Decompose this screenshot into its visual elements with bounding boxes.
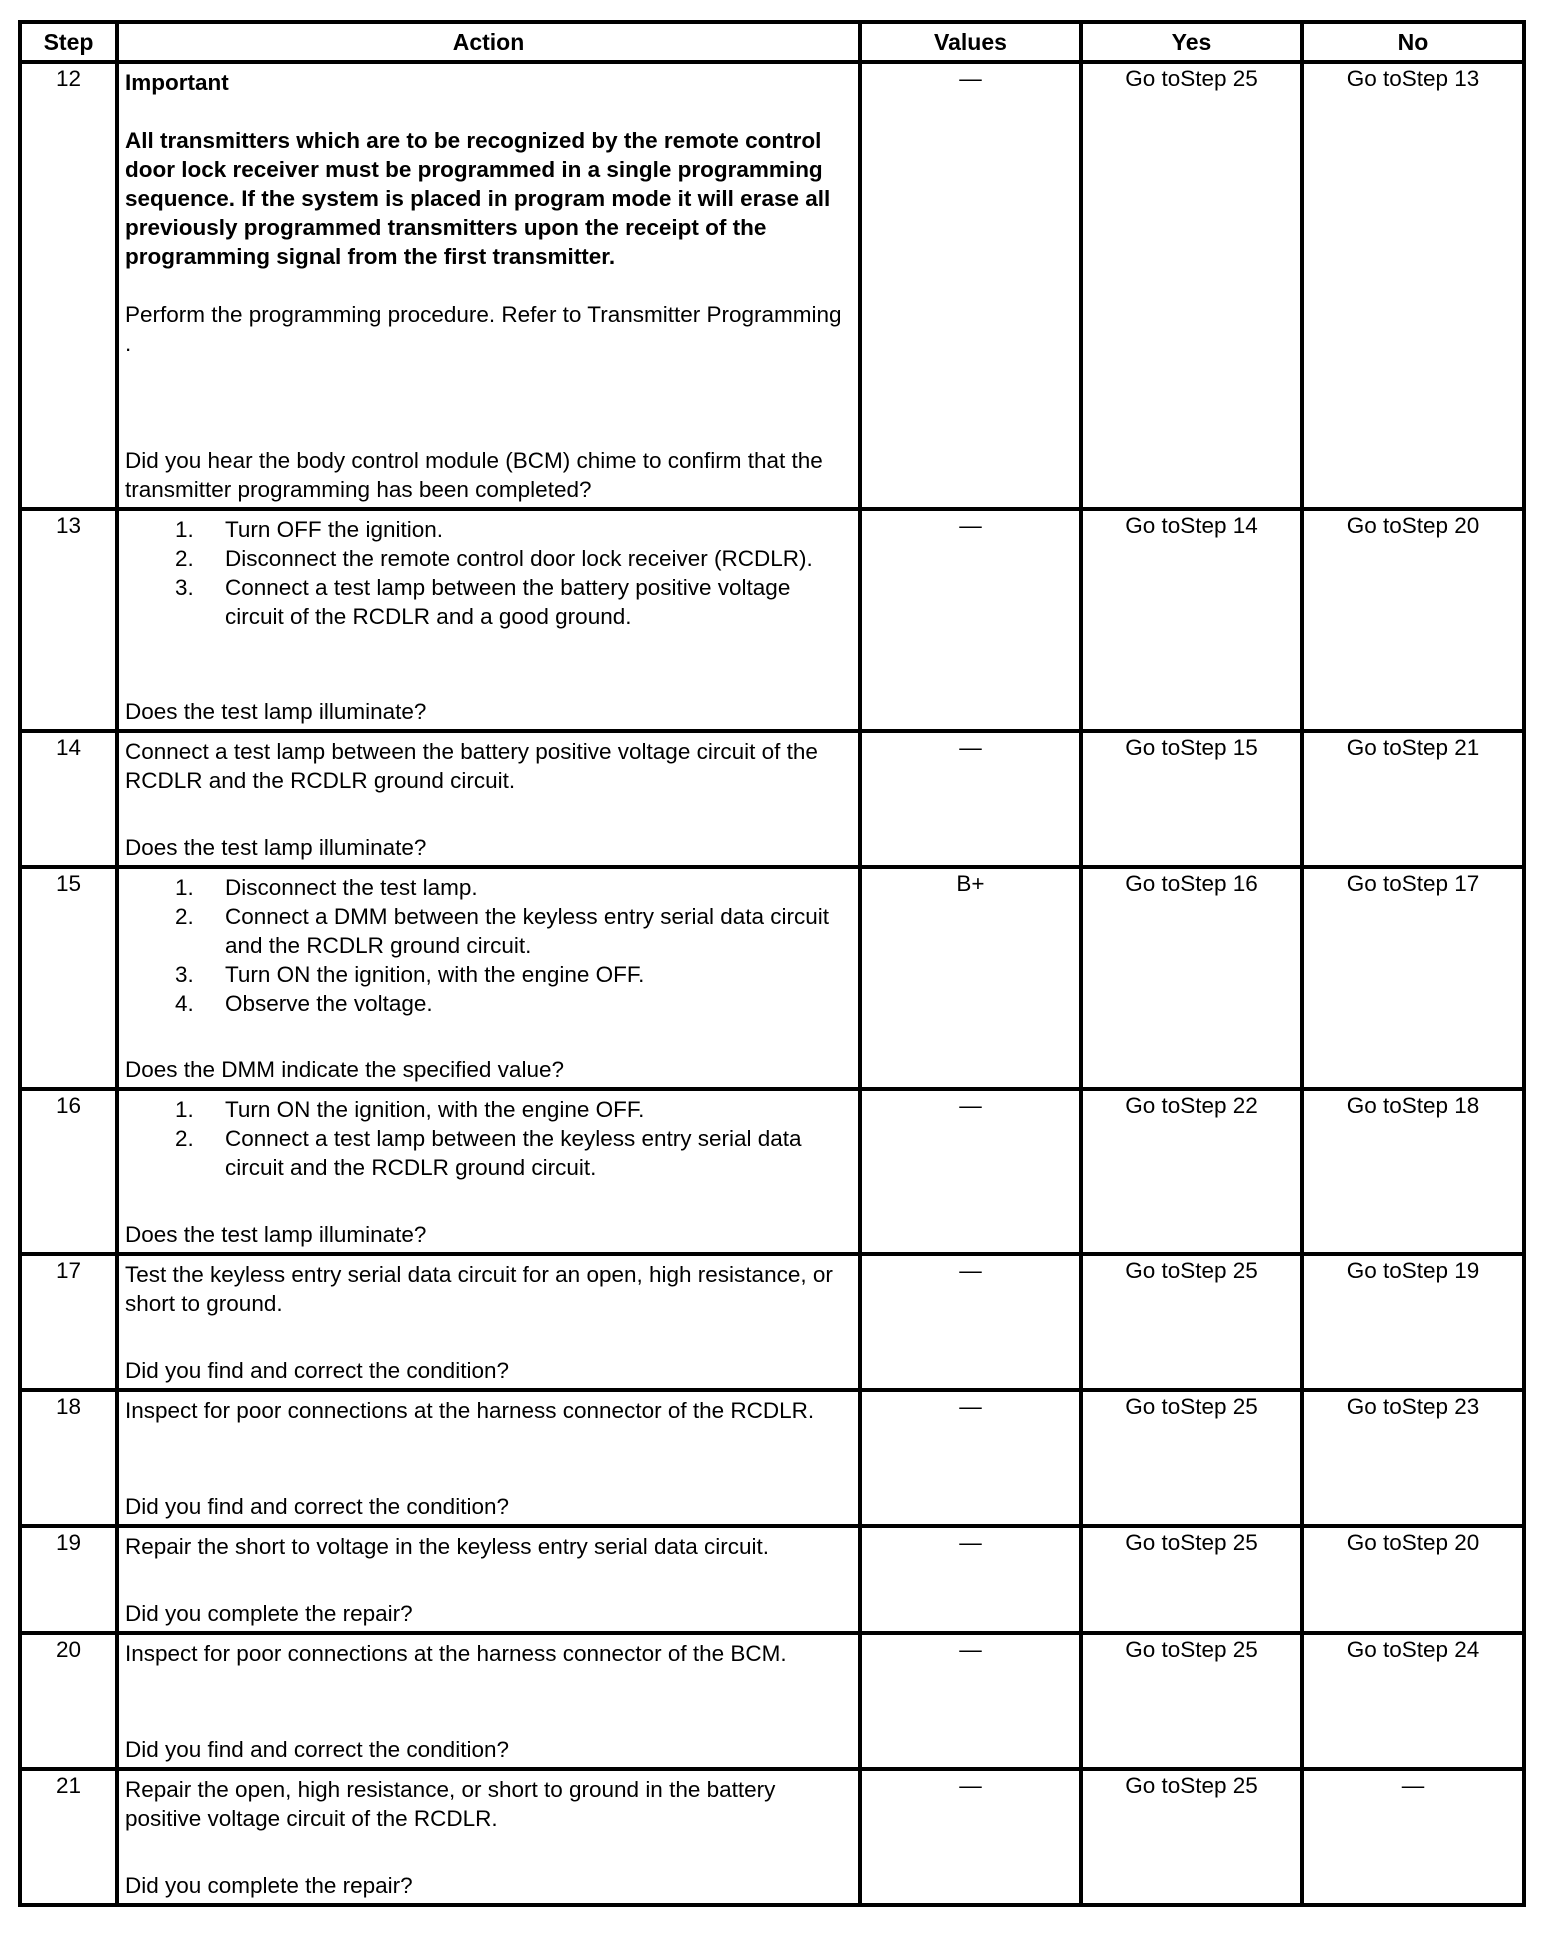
action-paragraph: Inspect for poor connections at the harness connector of the RCDLR.: [125, 1398, 815, 1423]
yes-link: Go toStep 25: [1125, 1773, 1258, 1798]
table-row: [20, 62, 1524, 509]
no-link: Go toStep 17: [1346, 871, 1480, 896]
no-cell: [1302, 62, 1524, 509]
header-step: Step: [20, 22, 117, 62]
no-link: Go toStep 19: [1346, 1258, 1480, 1283]
yes-cell: [1081, 1390, 1302, 1526]
header-yes: Yes: [1081, 22, 1302, 62]
no-link: Go toStep 21: [1346, 735, 1480, 760]
values-cell: B+: [860, 867, 1081, 1089]
no-cell: [1302, 1769, 1524, 1905]
action-step-item: 1. Turn OFF the ignition.: [175, 517, 444, 542]
table-row: [20, 1633, 1524, 1769]
values-cell: —: [860, 1633, 1081, 1769]
action-paragraph: Repair the short to voltage in the keyless entry serial data circuit.: [125, 1534, 770, 1559]
action-question: Did you complete the repair?: [125, 1601, 413, 1626]
header-action: Action: [117, 22, 860, 62]
important-text: All transmitters which are to be recognized by the remote control door lock receiver must be programmed in a single programming sequence. If the system is placed in program mode it will erase all previously programmed transmitters upon the receipt of the programming signal from the first transmitter.: [125, 128, 831, 269]
step-number: 12: [20, 62, 117, 509]
no-cell: [1302, 1089, 1524, 1254]
header-values: Values: [860, 22, 1081, 62]
action-question: Does the DMM indicate the specified value?: [125, 1057, 564, 1082]
step-number: 16: [20, 1089, 117, 1254]
no-cell: [1302, 867, 1524, 1089]
action-step-item: 2. Disconnect the remote control door lock receiver (RCDLR).: [175, 546, 813, 571]
action-question: Does the test lamp illuminate?: [125, 1222, 427, 1247]
yes-cell: [1081, 1254, 1302, 1390]
action-step-item: 2. Connect a test lamp between the keyless entry serial data circuit and the RCDLR ground circuit.: [175, 1126, 802, 1180]
no-cell: [1302, 1254, 1524, 1390]
step-number: 15: [20, 867, 117, 1089]
action-paragraph: Connect a test lamp between the battery positive voltage circuit of the RCDLR and the RCDLR ground circuit.: [125, 739, 818, 793]
table-row: [20, 1769, 1524, 1905]
values-cell: —: [860, 1769, 1081, 1905]
action-question: Did you complete the repair?: [125, 1873, 413, 1898]
table-header: [20, 22, 1524, 62]
step-number: 18: [20, 1390, 117, 1526]
yes-cell: [1081, 509, 1302, 731]
no-cell: [1302, 731, 1524, 867]
action-steps: [125, 873, 852, 1018]
yes-link: Go toStep 22: [1125, 1093, 1258, 1118]
action-step-item: 1. Disconnect the test lamp.: [175, 875, 478, 900]
yes-link: Go toStep 25: [1125, 1258, 1258, 1283]
action-question: Did you find and correct the condition?: [125, 1737, 509, 1762]
action-steps: [125, 515, 852, 631]
values-cell: —: [860, 731, 1081, 867]
action-paragraph: Repair the open, high resistance, or short to ground in the battery positive voltage circuit of the RCDLR.: [125, 1777, 776, 1831]
step-number: 17: [20, 1254, 117, 1390]
yes-cell: [1081, 62, 1302, 509]
action-cell: [117, 867, 860, 1089]
action-step-item: 4. Observe the voltage.: [175, 991, 433, 1016]
yes-link: Go toStep 15: [1125, 735, 1258, 760]
no-cell: [1302, 1390, 1524, 1526]
action-cell: [117, 1633, 860, 1769]
values-cell: —: [860, 1254, 1081, 1390]
yes-link: Go toStep 14: [1125, 513, 1258, 538]
table-row: [20, 731, 1524, 867]
table-row: [20, 509, 1524, 731]
action-paragraph: Perform the programming procedure. Refer to Transmitter Programming .: [125, 302, 842, 356]
values-cell: —: [860, 509, 1081, 731]
step-number: 13: [20, 509, 117, 731]
no-link: Go toStep 23: [1346, 1394, 1480, 1419]
step-number: 14: [20, 731, 117, 867]
table-row: [20, 1390, 1524, 1526]
table-row: [20, 1089, 1524, 1254]
values-cell: —: [860, 62, 1081, 509]
values-cell: —: [860, 1390, 1081, 1526]
action-question: Does the test lamp illuminate?: [125, 835, 427, 860]
header-no: No: [1302, 22, 1524, 62]
yes-cell: [1081, 1526, 1302, 1633]
action-cell: [117, 1769, 860, 1905]
action-cell: [117, 509, 860, 731]
action-cell: [117, 731, 860, 867]
yes-link: Go toStep 25: [1125, 1637, 1258, 1662]
no-cell: [1302, 509, 1524, 731]
action-step-item: 1. Turn ON the ignition, with the engine OFF.: [175, 1097, 645, 1122]
no-link: Go toStep 24: [1346, 1637, 1480, 1662]
action-question: Does the test lamp illuminate?: [125, 699, 427, 724]
yes-link: Go toStep 25: [1125, 1530, 1258, 1555]
yes-link: Go toStep 25: [1125, 1394, 1258, 1419]
action-paragraph: Inspect for poor connections at the harness connector of the BCM.: [125, 1641, 787, 1666]
important-title: Important: [125, 70, 229, 95]
action-steps: [125, 1095, 852, 1182]
action-question: Did you find and correct the condition?: [125, 1358, 509, 1383]
action-cell: [117, 1089, 860, 1254]
step-number: 19: [20, 1526, 117, 1633]
table-row: [20, 1526, 1524, 1633]
yes-link: Go toStep 16: [1125, 871, 1258, 896]
yes-cell: [1081, 1769, 1302, 1905]
no-link: Go toStep 18: [1346, 1093, 1480, 1118]
yes-cell: [1081, 1089, 1302, 1254]
action-cell: [117, 1254, 860, 1390]
no-link: Go toStep 20: [1346, 513, 1480, 538]
values-cell: —: [860, 1089, 1081, 1254]
no-link: Go toStep 13: [1346, 66, 1480, 91]
action-step-item: 3. Turn ON the ignition, with the engine OFF.: [175, 962, 645, 987]
table-row: [20, 1254, 1524, 1390]
action-cell: [117, 1526, 860, 1633]
action-paragraph: Test the keyless entry serial data circuit for an open, high resistance, or short to ground.: [125, 1262, 833, 1316]
values-cell: —: [860, 1526, 1081, 1633]
yes-cell: [1081, 731, 1302, 867]
action-step-item: 2. Connect a DMM between the keyless entry serial data circuit and the RCDLR ground circuit.: [175, 904, 830, 958]
no-link: —: [1401, 1773, 1425, 1798]
action-cell: [117, 62, 860, 509]
action-question: Did you hear the body control module (BCM) chime to confirm that the transmitter programming has been completed?: [125, 448, 823, 502]
yes-link: Go toStep 25: [1125, 66, 1258, 91]
step-number: 21: [20, 1769, 117, 1905]
action-cell: [117, 1390, 860, 1526]
table-row: [20, 867, 1524, 1089]
action-question: Did you find and correct the condition?: [125, 1494, 509, 1519]
yes-cell: [1081, 1633, 1302, 1769]
diagnostic-table: [18, 20, 1526, 1907]
no-cell: [1302, 1633, 1524, 1769]
yes-cell: [1081, 867, 1302, 1089]
action-step-item: 3. Connect a test lamp between the battery positive voltage circuit of the RCDLR and a good ground.: [175, 575, 791, 629]
no-cell: [1302, 1526, 1524, 1633]
step-number: 20: [20, 1633, 117, 1769]
no-link: Go toStep 20: [1346, 1530, 1480, 1555]
